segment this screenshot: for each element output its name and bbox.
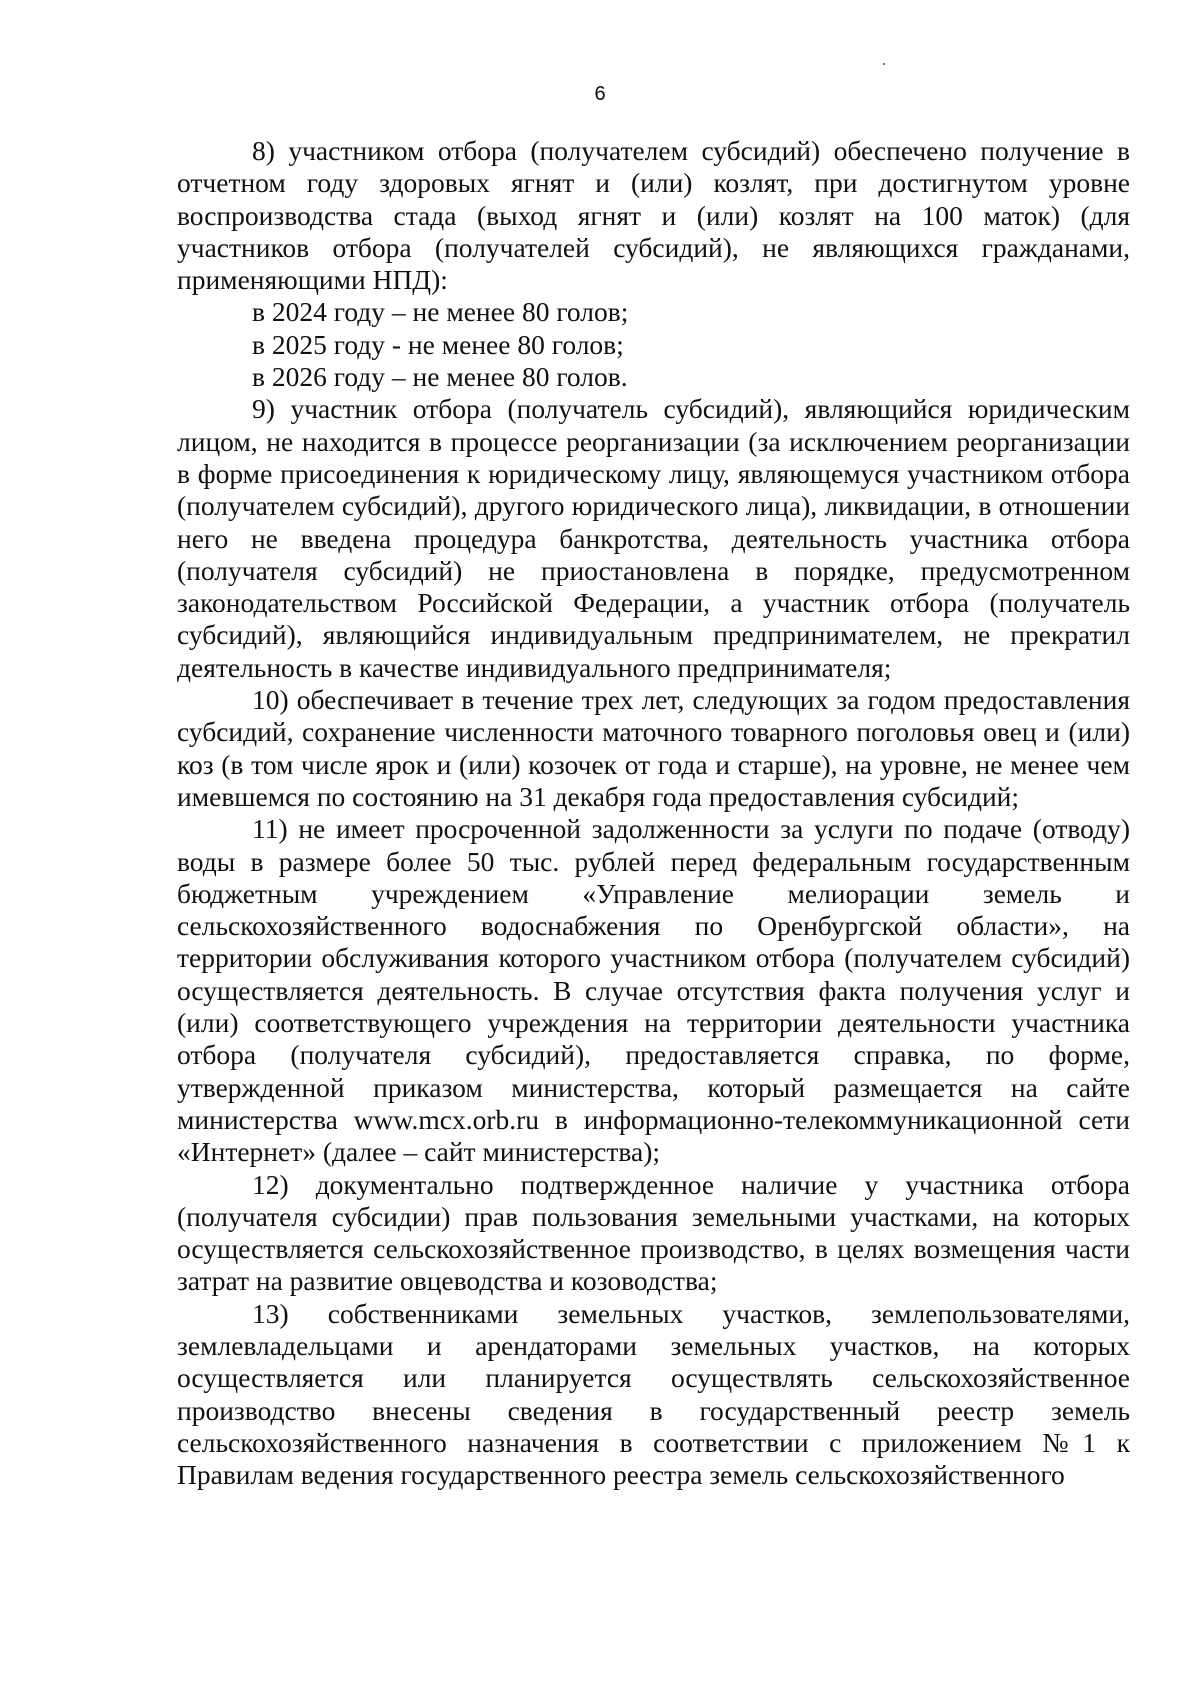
scan-speck	[883, 63, 885, 65]
paragraph-8-item-2024: в 2024 году – не менее 80 голов;	[252, 296, 629, 328]
paragraph-13: 13) собственниками земельных участков, землепользователями, землевладельцами и арендаторами земельных участков, на которых осуществляется или планируется осуществлять сельскохозяйственное производство внесены сведения в государственный реестр земель сельскохозяйственного назначения в соответствии с приложением №1 к Правилам ведения государственного реестра земель сельскохозяйственного	[177, 1297, 1130, 1491]
page-number: 6	[594, 83, 606, 105]
paragraph-8-item-2026: в 2026 году – не менее 80 голов.	[252, 361, 628, 393]
paragraph-9: 9) участник отбора (получатель субсидий), являющийся юридическим лицом, не находится в процессе реорганизации (за исключением реорганизации в форме присоединения к юридическому лицу, являющемуся участником отбора (получателем субсидий), другого юридического лица), ликвидации, в отношении него не введена процедура банкротства, деятельность участника отбора (получателя субсидий) не приостановлена в порядке, предусмотренном законодательством Российской Федерации, а участник отбора (получатель субсидий), являющийся индивидуальным предпринимателем, не прекратил деятельность в качестве индивидуального предпринимателя;	[177, 393, 1130, 683]
paragraph-12: 12) документально подтвержденное наличие у участника отбора (получателя субсидии) прав пользования земельными участками, на которых осуществляется сельскохозяйственное производство, в целях возмещения части затрат на развитие овцеводства и козоводства;	[177, 1168, 1130, 1297]
paragraph-11: 11) не имеет просроченной задолженности за услуги по подаче (отводу) воды в размере более 50 тыс. рублей перед федеральным государственным бюджетным учреждением «Управление мелиорации земель и сельскохозяйственного водоснабжения по Оренбургской области», на территории обслуживания которого участником отбора (получателем субсидий) осуществляется деятельность. В случае отсутствия факта получения услуг и (или) соответствующего учреждения на территории деятельности участника отбора (получателя субсидий), предоставляется справка, по форме, утвержденной приказом министерства, который размещается на сайте министерства www.mcx.orb.ru в информационно-телекоммуникационной сети «Интернет» (далее – сайт министерства);	[177, 813, 1130, 1168]
paragraph-10: 10) обеспечивает в течение трех лет, следующих за годом предоставления субсидий, сохранение численности маточного товарного поголовья овец и (или) коз (в том числе ярок и (или) козочек от года и старше), на уровне, не менее чем имевшемся по состоянию на 31 декабря года предоставления субсидий;	[177, 684, 1130, 812]
document-body	[177, 135, 1130, 1491]
paragraph-8-item-2025: в 2025 году - не менее 80 голов;	[252, 328, 624, 360]
paragraph-8: 8) участником отбора (получателем субсидий) обеспечено получение в отчетном году здоровых ягнят и (или) козлят, при достигнутом уровне воспроизводства стада (выход ягнят и (или) козлят на 100 маток) (для участников отбора (получателей субсидий), не являющихся гражданами, применяющими НПД):	[177, 135, 1130, 296]
